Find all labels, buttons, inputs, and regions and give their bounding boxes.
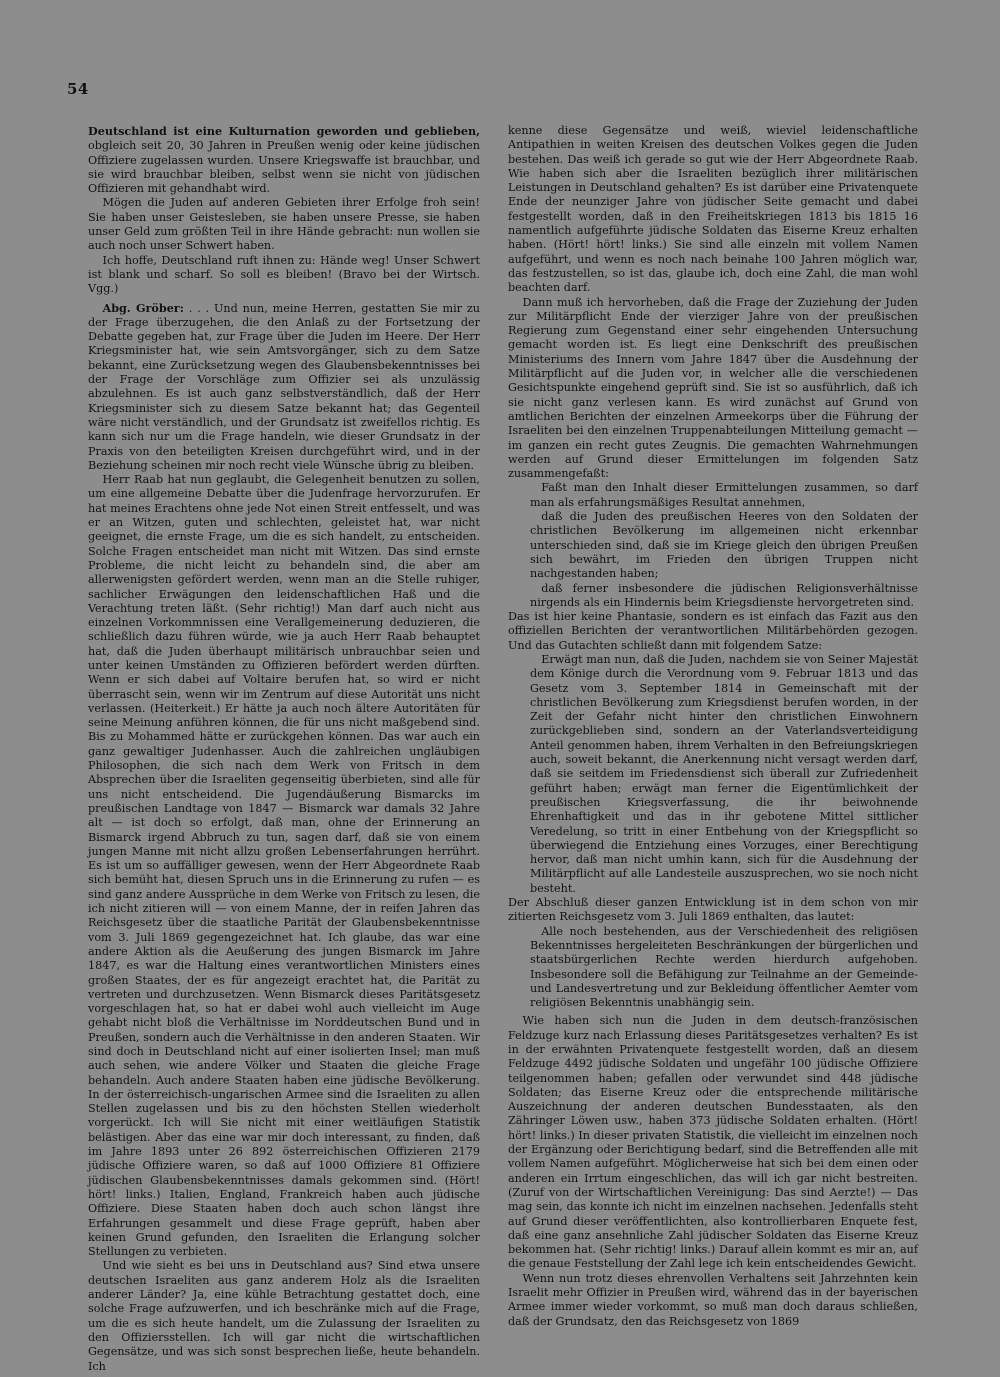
right-column: [508, 124, 918, 1329]
paragraph: Das ist hier keine Phantasie, sondern es ist einfach das Fazit aus den offiziellen Berichten der verantwortlichen Militärbehörden gezogen. Und das Gutachten schließt dann mit folgendem Satze:: [508, 610, 918, 652]
paragraph-text: . . . Und nun, meine Herren, gestatten Sie mir zu der Frage überzugehen, die den Anlaß zu der Fortsetzung der Debatte gegeben hat, zur Frage über die Juden im Heere. Der Herr Kriegsminister hat, wie sein Amtsvorgänger, sich zu dem Satze bekannt, eine Zurücksetzung wegen des Glaubensbekenntnisses bei der Frage der Vorschläge zum Offizier sei als unzulässig abzulehnen. Es ist auch ganz selbstverständlich, daß der Herr Kriegsminister sich zu diesem Satze bekannt hat; das Gegenteil wäre nicht verständlich, und der Grundsatz ist zweifellos richtig. Es kann sich nur um die Frage handeln, wie dieser Grundsatz in der Praxis von den beteiligten Kreisen durchgeführt wird, und in der Beziehung scheinen mir noch recht viele Wünsche übrig zu bleiben.: [88, 301, 480, 472]
paragraph: [88, 124, 480, 196]
page-number: 54: [67, 80, 89, 98]
quote: Alle noch bestehenden, aus der Verschiedenheit des religiösen Bekenntnisses hergeleiteten Beschränkungen der bürgerlichen und staatsbürgerlichen Rechte werden hierdurch aufgehoben. Insbesondere soll die Befähigung zur Teilnahme an der Gemeinde- und Landesvertretung und zur Bekleidung öffentlicher Aemter vom religiösen Bekenntnis unabhängig sein.: [530, 924, 918, 1010]
paragraph: Der Abschluß dieser ganzen Entwicklung ist in dem schon von mir zitierten Reichsgesetz vom 3. Juli 1869 enthalten, das lautet:: [508, 896, 918, 924]
left-column: [88, 124, 480, 1374]
quote: daß ferner insbesondere die jüdischen Religionsverhältnisse nirgends als ein Hindernis beim Kriegsdienste hervorgetreten sind.: [530, 581, 918, 609]
paragraph: Wenn nun trotz dieses ehrenvollen Verhaltens seit Jahrzehnten kein Israelit mehr Offizier in Preußen wird, während das in der bayerischen Armee immer wieder vorkommt, so muß man doch daraus schließen, daß der Grundsatz, den das Reichsgesetz von 1869: [508, 1271, 918, 1328]
speaker-name: Abg. Gröber:: [102, 300, 184, 315]
paragraph: [88, 301, 480, 474]
paragraph: Mögen die Juden auf anderen Gebieten ihrer Erfolge froh sein! Sie haben unser Geistesleben, sie haben unsere Presse, sie haben unser Geld zum größten Teil in ihre Hände gebracht: nun wollen sie auch noch unser Schwert haben.: [88, 196, 480, 253]
paragraph: Dann muß ich hervorheben, daß die Frage der Zuziehung der Juden zur Militärpflicht Ende der vierziger Jahre von der preußischen Regierung zum Gegenstand einer sehr eingehenden Untersuchung gemacht worden ist. Es liegt eine Denkschrift des preußischen Ministeriums des Innern vom Jahre 1847 über die Ausdehnung der Militärpflicht auf die Juden vor, in welcher alle die verschiedenen Gesichtspunkte eingehend geprüft sind. Sie ist so ausführlich, daß ich sie nicht ganz verlesen kann. Es wird zunächst auf Grund von amtlichen Berichten der einzelnen Armeekorps über die Führung der Israeliten bei den einzelnen Truppenabteilungen Mitteilung gemacht — im ganzen ein recht gutes Zeugnis. Die gemachten Wahrnehmungen werden auf Grund dieser Ermittelungen im folgenden Satz zusammengefaßt:: [508, 295, 918, 481]
quote: Faßt man den Inhalt dieser Ermittelungen zusammen, so darf man als erfahrungsmäßiges Resultat annehmen,: [530, 481, 918, 509]
paragraph: Wie haben sich nun die Juden in dem deutsch-französischen Feldzuge kurz nach Erlassung dieses Paritätsgesetzes verhalten? Es ist in der erwähnten Privatenquete festgestellt worden, daß an diesem Feldzuge 4492 jüdische Soldaten und ungefähr 100 jüdische Offiziere teilgenommen haben; gefallen oder verwundet sind 448 jüdische Soldaten; das Eiserne Kreuz oder die entsprechende militärische Auszeichnung der anderen deutschen Bundesstaaten, als den Zähringer Löwen usw., haben 373 jüdische Soldaten erhalten. (Hört! hört! links.) In dieser privaten Statistik, die vielleicht im einzelnen noch der Ergänzung oder Berichtigung bedarf, sind die Betreffenden alle mit vollem Namen aufgeführt. Möglicherweise hat sich bei dem einen oder anderen ein Irrtum eingeschlichen, das will ich gar nicht bestreiten. (Zuruf von der Wirtschaftlichen Vereinigung: Das sind Aerzte!) — Das mag sein, das konnte ich nicht im einzelnen nachsehen. Jedenfalls steht auf Grund dieser veröffentlichten, also kontrollierbaren Enquete fest, daß eine ganz ansehnliche Zahl jüdischer Soldaten das Eiserne Kreuz bekommen hat. (Sehr richtig! links.) Darauf allein kommt es mir an, auf die genaue Feststellung der Zahl lege ich kein entscheidendes Gewicht.: [508, 1014, 918, 1271]
quote: daß die Juden des preußischen Heeres von den Soldaten der christlichen Bevölkerung im allgemeinen nicht erkennbar unterschieden sind, daß sie im Kriege gleich den übrigen Preußen sich bewährt, im Frieden den übrigen Truppen nicht nachgestanden haben;: [530, 510, 918, 581]
paragraph: Ich hoffe, Deutschland ruft ihnen zu: Hände weg! Unser Schwert ist blank und scharf. So soll es bleiben! (Bravo bei der Wirtsch. Vgg.): [88, 253, 480, 296]
paragraph: Herr Raab hat nun geglaubt, die Gelegenheit benutzen zu sollen, um eine allgemeine Debatte über die Judenfrage hervorzurufen. Er hat meines Erachtens ohne jede Not einen Streit entfesselt, und was er an Witzen, guten und schlechten, geleistet hat, war nicht geeignet, die ernste Frage, um die es sich handelt, zu entscheiden. Solche Fragen entscheidet man nicht mit Witzen. Das sind ernste Probleme, die nicht leicht zu behandeln sind, die aber am allerwenigsten gefördert werden, wenn man an die Stelle ruhiger, sachlicher Erwägungen den leidenschaftlichen Haß und die Verachtung treten läßt. (Sehr richtig!) Man darf auch nicht aus einzelnen Vorkommnissen eine Verallgemeinerung deduzieren, die schließlich dazu führen würde, wie ja auch Herr Raab behauptet hat, daß die Juden überhaupt militärisch unbrauchbar seien und unter keinen Umständen zu Offizieren befördert werden dürften. Wenn er sich dabei auf Voltaire berufen hat, so wird er nicht überrascht sein, wenn wir im Zentrum auf diese Autorität uns nicht verlassen. (Heiterkeit.) Er hätte ja auch noch ältere Autoritäten für seine Meinung anführen können, die für uns nicht maßgebend sind. Bis zu Mohammed hätte er zurückgehen können. Das war auch ein ganz gewaltiger Judenhasser. Auch die zahlreichen ungläubigen Philosophen, die sich nach dem Werk von Fritsch in dem Absprechen über die Israeliten gegenseitig überbieten, sind alle für uns nicht entscheidend. Die Jugendäußerung Bismarcks im preußischen Landtage von 1847 — Bismarck war damals 32 Jahre alt — ist doch so erfolgt, daß man, ohne der Erinnerung an Bismarck irgend Abbruch zu tun, sagen darf, daß sie von einem jungen Manne mit nicht allzu großen Lebenserfahrungen herrührt. Es ist um so auffälliger gewesen, wenn der Herr Abgeordnete Raab sich bemüht hat, diesen Spruch uns in die Erinnerung zu rufen — es sind ganz andere Aussprüche in dem Werke von Fritsch zu lesen, die ich nicht zitieren will — von einem Manne, der in reifen Jahren das Reichsgesetz über die staatliche Parität der Glaubensbekenntnisse vom 3. Juli 1869 gegengezeichnet hat. Ich glaube, das war eine andere Aktion als die Aeußerung des jungen Bismarck im Jahre 1847, es war die Haltung eines verantwortlichen Ministers eines großen Staates, der es für angezeigt erachtet hat, die Parität zu vertreten und durchzusetzen. Wenn Bismarck dieses Paritätsgesetz vorgeschlagen hat, so hat er dabei wohl auch vielleicht im Auge gehabt nicht bloß die Verhältnisse im Norddeutschen Bund und in Preußen, sondern auch die Verhältnisse in den anderen Staaten. Wir sind doch in Deutschland nicht auf einer isolierten Insel; man muß auch sehen, wie andere Völker und Staaten die gleiche Frage behandeln. Auch andere Staaten haben eine jüdische Bevölkerung. In der österreichisch-ungarischen Armee sind die Israeliten zu allen Stellen zugelassen und bis zu den höchsten Stellen wiederholt vorgerückt. Ich will Sie nicht mit einer weitläufigen Statistik belästigen. Aber das eine war mir doch interessant, zu finden, daß im Jahre 1893 unter 26 892 österreichischen Offizieren 2179 jüdische Offiziere waren, so daß auf 1000 Offiziere 81 Offiziere jüdischen Glaubensbekenntnisses damals gekommen sind. (Hört! hört! links.) Italien, England, Frankreich haben auch jüdische Offiziere. Diese Staaten haben doch auch schon längst ihre Erfahrungen gesammelt und diese Frage geprüft, haben aber keinen Grund gefunden, den Israeliten die Erlangung solcher Stellungen zu verbieten.: [88, 473, 480, 1259]
quote: Erwägt man nun, daß die Juden, nachdem sie von Seiner Majestät dem Könige durch die Verordnung vom 9. Februar 1813 und das Gesetz vom 3. September 1814 in Gemeinschaft mit der christlichen Bevölkerung zum Kriegsdienst berufen worden, in der Zeit der Gefahr nicht hinter den christlichen Einwohnern zurückgeblieben sind, sondern an der Vaterlandsverteidigung Anteil genommen haben, ihrem Verhalten in den Befreiungskriegen auch, soweit bekannt, die Anerkennung nicht versagt werden darf, daß sie seitdem im Friedensdienst sich überall zur Zufriedenheit geführt haben; erwägt man ferner die Eigentümlichkeit der preußischen Kriegsverfassung, die ihr beiwohnende Ehrenhaftigkeit und das in ihr gebotene Mittel sittlicher Veredelung, so tritt in einer Entbehung von der Kriegspflicht so überwiegend die Entziehung eines Vorzuges, einer Berechtigung hervor, daß man nicht umhin kann, sich für die Ausdehnung der Militärpflicht auf alle Landesteile auszusprechen, wo sie noch nicht besteht.: [530, 652, 918, 895]
paragraph: Und wie sieht es bei uns in Deutschland aus? Sind etwa unsere deutschen Israeliten aus ganz anderem Holz als die Israeliten anderer Länder? Ja, eine kühle Betrachtung gestattet doch, eine solche Frage aufzuwerfen, und ich beschränke mich auf die Frage, um die es sich heute handelt, um die Zulassung der Israeliten zu den Offiziersstellen. Ich will gar nicht die wirtschaftlichen Gegensätze, und was sich sonst besprechen ließe, heute behandeln. Ich: [88, 1259, 480, 1373]
paragraph-text: obgleich seit 20, 30 Jahren in Preußen wenig oder keine jüdischen Offiziere zugelassen wurden. Unsere Kriegswaffe ist brauchbar, und sie wird brauchbar bleiben, selbst wenn sie nicht von jüdischen Offizieren mit gehandhabt wird.: [88, 139, 480, 196]
paragraph: kenne diese Gegensätze und weiß, wieviel leidenschaftliche Antipathien in weiten Kreisen des deutschen Volkes gegen die Juden bestehen. Das weiß ich gerade so gut wie der Herr Abgeordnete Raab. Wie haben sich aber die Israeliten bezüglich ihrer militärischen Leistungen in Deutschland gehalten? Es ist darüber eine Privatenquete Ende der neunziger Jahre von jüdischer Seite gemacht und dabei festgestellt worden, daß in den Freiheitskriegen 1813 bis 1815 16 namentlich aufgeführte jüdische Soldaten das Eiserne Kreuz erhalten haben. (Hört! hört! links.) Sie sind alle einzeln mit vollem Namen aufgeführt, und wenn es noch nach beinahe 100 Jahren möglich war, das festzustellen, so ist das, glaube ich, doch eine Zahl, die man wohl beachten darf.: [508, 124, 918, 295]
bold-lead: Deutschland ist eine Kulturnation geworden und geblieben,: [88, 124, 480, 138]
